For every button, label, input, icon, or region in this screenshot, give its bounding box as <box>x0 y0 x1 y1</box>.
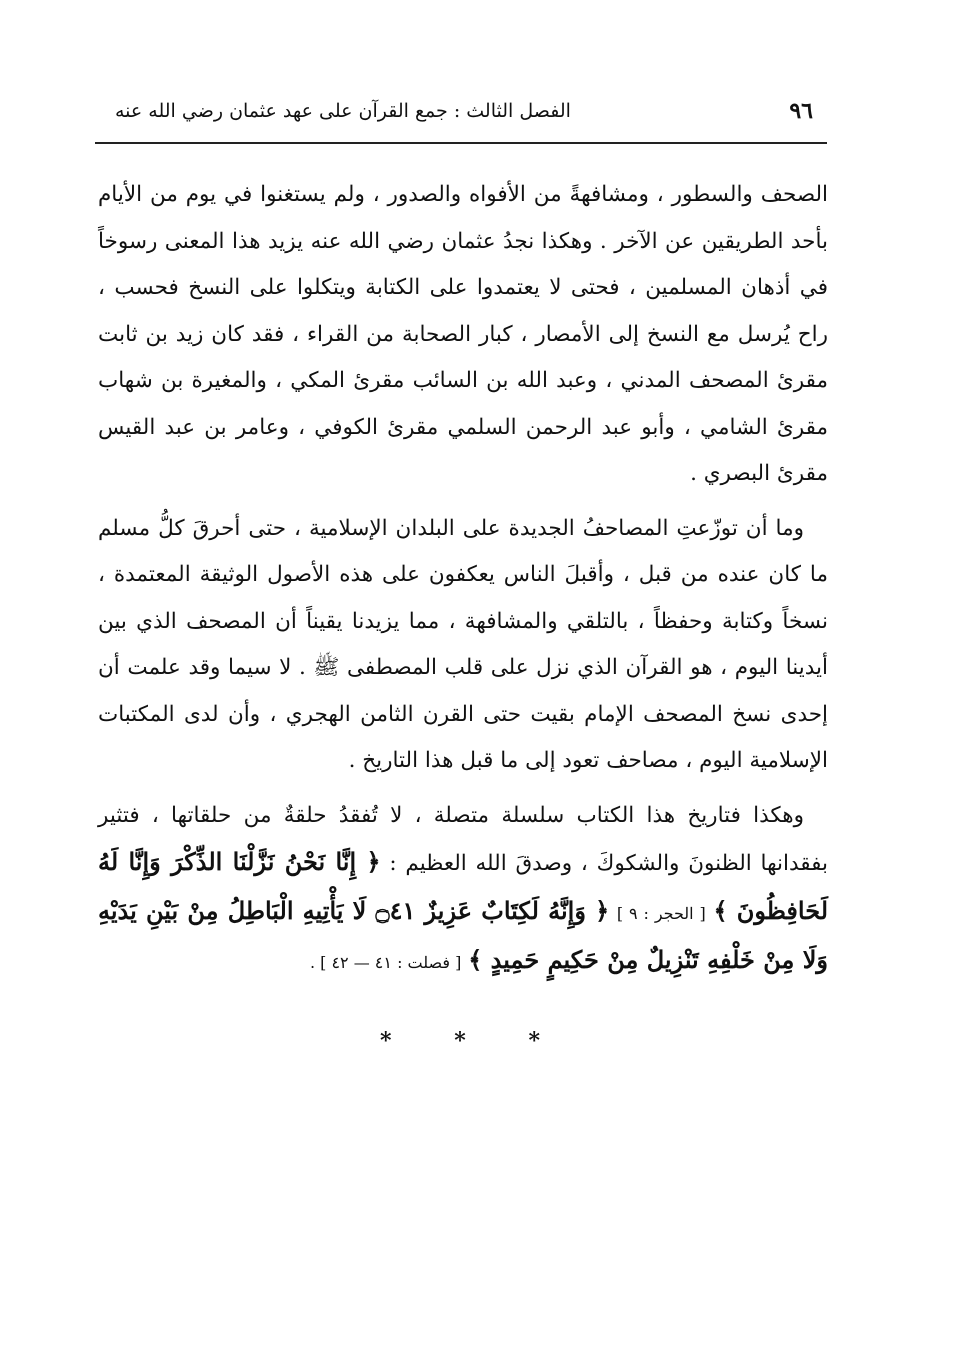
quran-verse-al-hijr: ﴿ إِنَّا نَحْنُ نَزَّلْنَا الذِّكْرَ وَإِنَّا لَهُ لَحَافِظُونَ ﴾ <box>98 847 829 925</box>
running-title: الفصل الثالث : جمع القرآن على عهد عثمان رضي الله عنه <box>115 100 571 122</box>
paragraph-2: وما أن توزّعتِ المصاحفُ الجديدة على البلدان الإسلامية ، حتى أحرقَ كلُّ مسلم ما كان عنده من قبل ، وأقبلَ الناس يعكفون على هذه الأصول الوثيقة المعتمدة ، نسخاً وكتابة وحفظاً ، بالتلقي والمشافهة ، مما يزيدنا يقيناً أن المصحف الذي بين أيدينا اليوم ، هو القرآن الذي نزل على قلب المصطفى ﷺ . لا سيما وقد علمت أن إحدى نسخ المصحف الإمام بقيت حتى القرن الثامن الهجري ، وأن لدى المكتبات الإسلامية اليوم ، مصاحف تعود إلى ما قبل هذا التاريخ . <box>98 515 828 773</box>
quran-verse-fussilat: ﴿ وَإِنَّهُ لَكِتَابٌ عَزِيزٌ ۝٤١ لَا يَأْتِيهِ الْبَاطِلُ مِنْ بَيْنِ يَدَيْهِ وَلَا مِنْ خَلْفِهِ تَنْزِيلٌ مِنْ حَكِيمٍ حَمِيدٍ ﴾ <box>98 895 828 974</box>
verse-citation-al-hijr: [ الحجر : ٩ ] <box>616 903 706 923</box>
separator-star: * <box>454 1028 466 1054</box>
verse-citation-fussilat: [ فصلت : ٤١ — ٤٢ ] . <box>309 953 462 972</box>
paragraph-1: الصحف والسطور ، ومشافهةً من الأفواه والصدور ، ولم يستغنوا في يوم من الأيام بأحد الطريقين عن الآخر . وهكذا نجدُ عثمان رضي الله عنه يزيد هذا المعنى رسوخاً في أذهان المسلمين ، فحتى لا يعتمدوا على الكتابة ويتكلوا على النسخ فحسب ، راح يُرسل مع النسخ إلى الأمصار ، كبار الصحابة من القراء ، فقد كان زيد بن ثابت مقرئ المصحف المدني ، وعبد الله بن السائب مقرئ المكي ، والمغيرة بن شهاب مقرئ الشامي ، وأبو عبد الرحمن السلمي مقرئ الكوفي ، وعامر بن عبد القيس مقرئ البصري . <box>98 182 828 486</box>
paragraph-3-intro: وهكذا فتاريخ هذا الكتاب سلسلة متصلة ، لا تُفقدُ حلقةٌ من حلقاتها ، فتثير بفقدانها الظنونَ والشكوكَ ، وصدقَ الله العظيم : <box>98 802 828 876</box>
header-divider <box>95 142 827 144</box>
separator-star: * <box>380 1028 392 1054</box>
page-header <box>95 96 825 134</box>
paragraph-3 <box>98 793 828 987</box>
page-number: ٩٦ <box>789 98 813 124</box>
separator-star: * <box>528 1028 540 1054</box>
section-separator <box>380 1028 540 1054</box>
body-text <box>98 172 828 995</box>
